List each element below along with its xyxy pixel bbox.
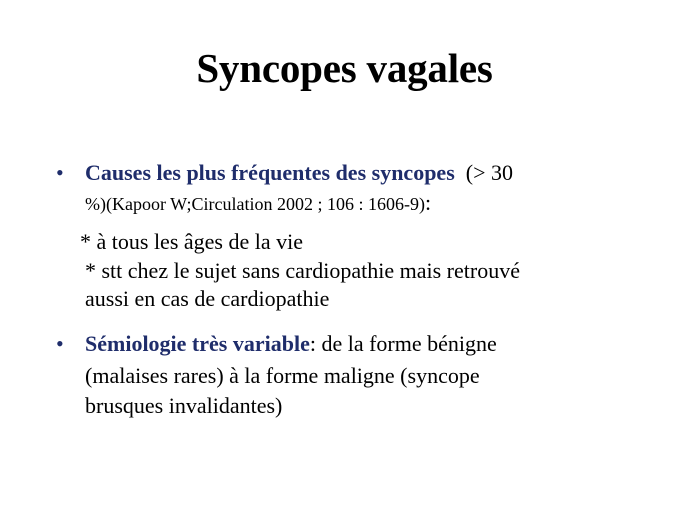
bullet-2-line-1 — [85, 331, 497, 357]
sub-line-3: aussi en cas de cardiopathie — [85, 286, 330, 311]
bullet-1-tail: (> 30 — [454, 160, 513, 185]
bullet-1-colon: : — [424, 190, 432, 215]
sub-line-2: * stt chez le sujet sans cardiopathie mais retrouvé — [85, 258, 520, 283]
bullet-1-line-2 — [85, 190, 431, 217]
slide-title: Syncopes vagales — [196, 45, 493, 91]
bullet-1-emphasis: Causes les plus fréquentes des syncopes — [85, 160, 455, 185]
bullet-marker-2: • — [56, 331, 64, 356]
bullet-2-emphasis: Sémiologie très variable — [85, 331, 310, 356]
bullet-1-citation: %)(Kapoor W;Circulation 2002 ; 106 : 1606-9) — [85, 194, 425, 214]
bullet-2-line-2: (malaises rares) à la forme maligne (syncope — [85, 363, 480, 388]
bullet-2-tail: : de la forme bénigne — [309, 331, 497, 356]
bullet-marker-1: • — [56, 160, 64, 185]
bullet-1-line-1 — [85, 160, 513, 186]
sub-line-1: * à tous les âges de la vie — [80, 229, 303, 254]
bullet-2-line-3: brusques invalidantes) — [85, 393, 283, 418]
